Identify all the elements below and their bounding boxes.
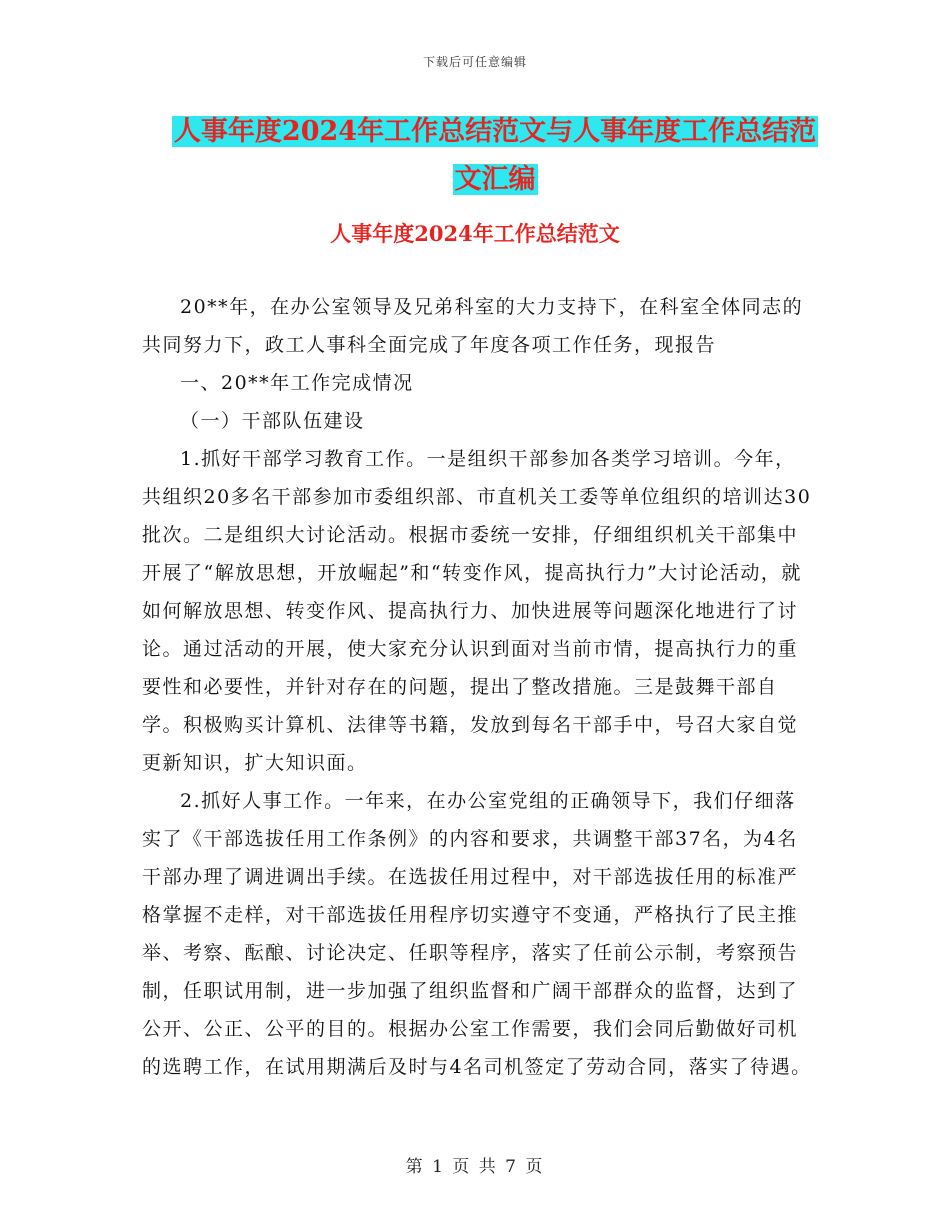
- paragraph-item-2: 2.抓好人事工作。一年来，在办公室党组的正确领导下，我们仔细落实了《干部选拔任用工作条例》的内容和要求，共调整干部37名，为4名干部办理了调进调出手续。在选拔任用过程中，对干部选拔任用的标准严格掌握不走样，对干部选拔任用程序切实遵守不变通，严格执行了民主推举、考察、酝酿、讨论决定、任职等程序，落实了任前公示制，考察预告制，任职试用制，进一步加强了组织监督和广阔干部群众的监督，达到了公开、公正、公平的目的。根据办公室工作需要，我们会同后勤做好司机的选聘工作，在试用期满后及时与4名司机签定了劳动合同，落实了待遇。: [142, 790, 812, 1078]
- paragraph-item-1: 1.抓好干部学习教育工作。一是组织干部参加各类学习培训。今年，共组织20多名干部参加市委组织部、市直机关工委等单位组织的培训达30批次。二是组织大讨论活动。根据市委统一安排，仔细组织机关干部集中开展了“解放思想，开放崛起”和“转变作风，提高执行力”大讨论活动，就如何解放思想、转变作风、提高执行力、加快进展等问题深化地进行了讨论。通过活动的开展，使大家充分认识到面对当前市情，提高执行力的重要性和必要性，并针对存在的问题，提出了整改措施。三是鼓舞干部自学。积极购买计算机、法律等书籍，发放到每名干部手中，号召大家自觉更新知识，扩大知识面。: [142, 448, 812, 774]
- page-footer: 第 1 页 共 7 页: [405, 1157, 545, 1177]
- header-note: 下载后可任意编辑: [422, 55, 527, 69]
- document-title-line-1: 人事年度2024年工作总结范文与人事年度工作总结范: [173, 116, 817, 147]
- section-title: 人事年度2024年工作总结范文: [330, 221, 620, 246]
- heading-section-1: 一、20**年工作完成情况: [180, 372, 414, 394]
- document-title-line-2: 文汇编: [454, 164, 536, 195]
- heading-subsection-1: （一）干部队伍建设: [180, 410, 365, 432]
- paragraph-intro: 20**年，在办公室领导及兄弟科室的大力支持下，在科室全体同志的共同努力下，政工人事科全面完成了年度各项工作任务，现报告: [142, 296, 804, 356]
- body-text: [142, 288, 814, 1086]
- document-title: [140, 108, 850, 204]
